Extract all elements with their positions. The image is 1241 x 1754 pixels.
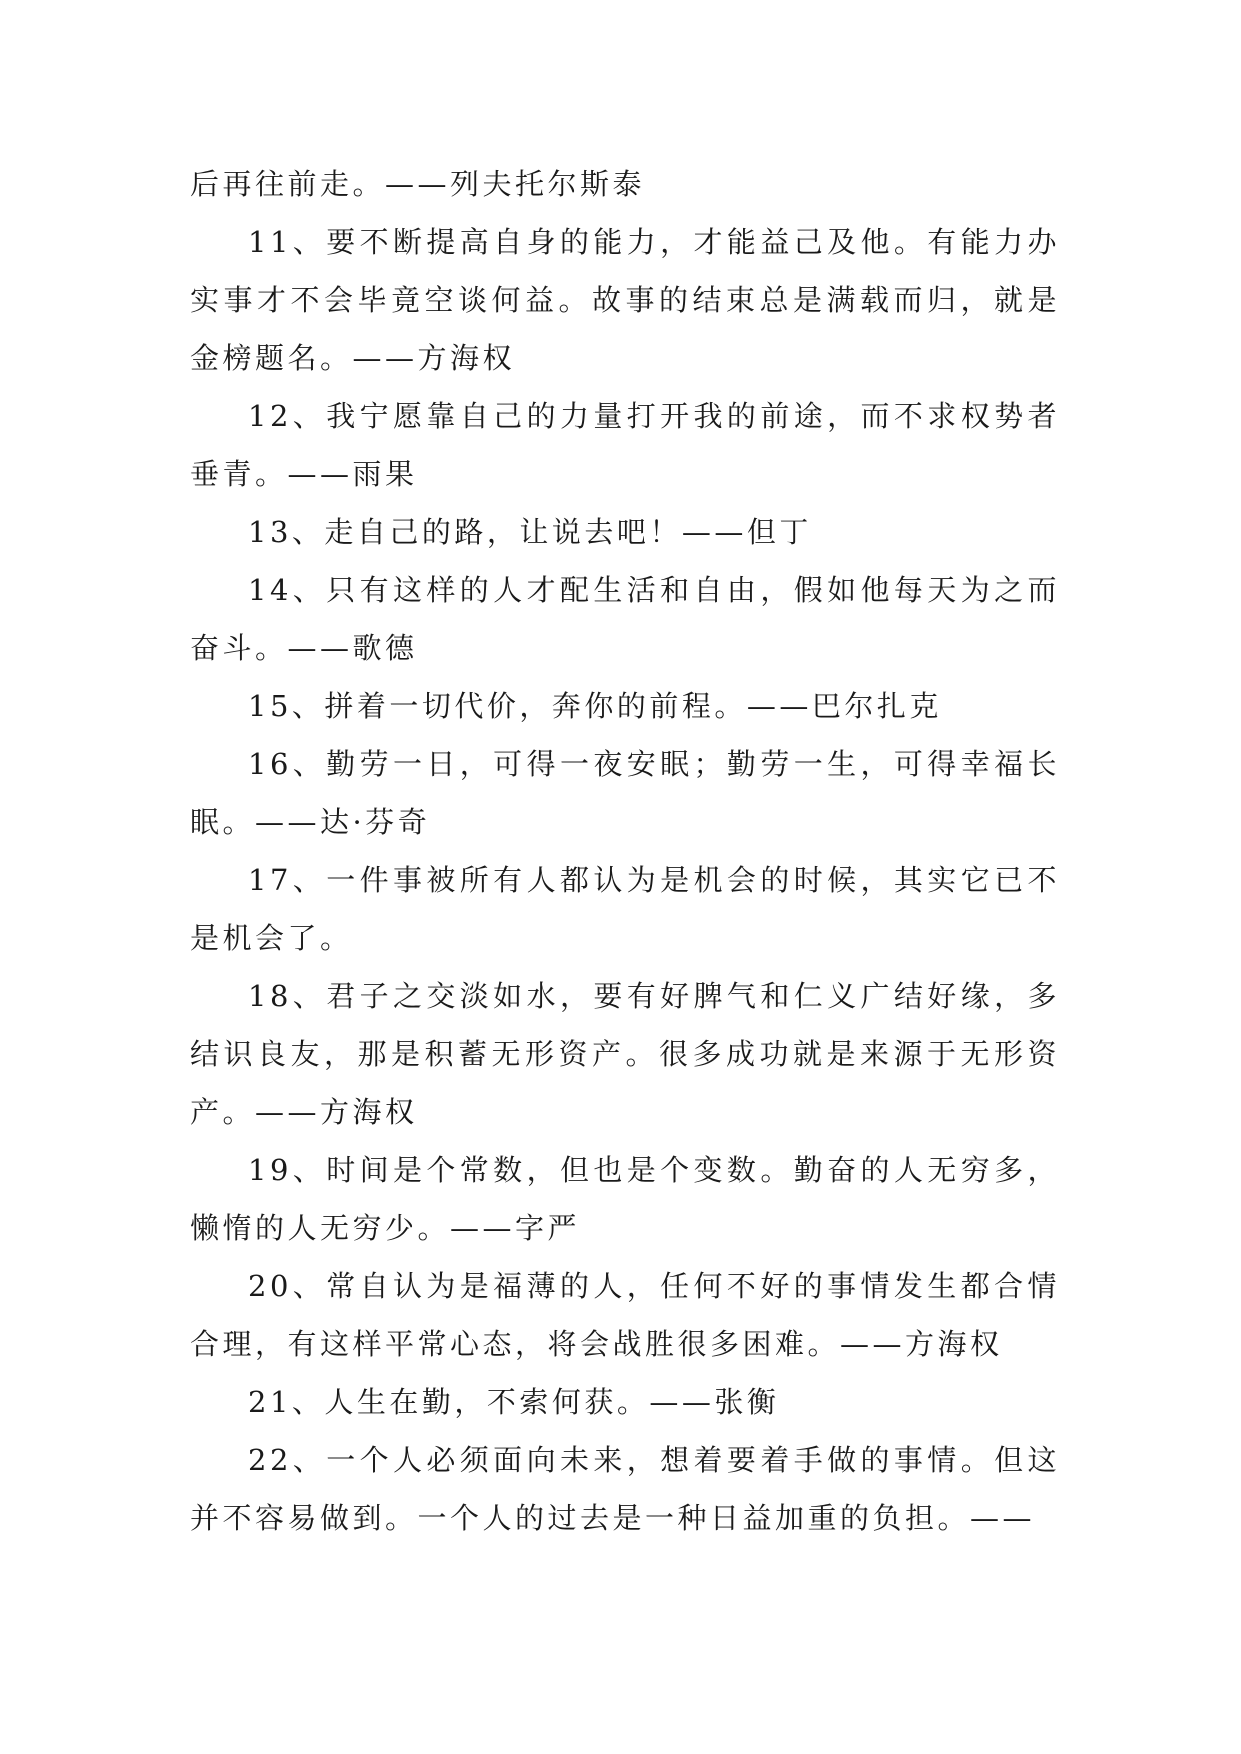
quote-15: 15、拼着一切代价，奔你的前程。——巴尔扎克	[248, 689, 942, 723]
quote-22: 22、一个人必须面向未来，想着要着手做的事情。但这并不容易做到。一个人的过去是一种日益加重的负担。——	[190, 1443, 1060, 1535]
quote-21: 21、人生在勤，不索何获。——张衡	[248, 1385, 780, 1419]
quote-19: 19、时间是个常数，但也是个变数。勤奋的人无穷多，懒惰的人无穷少。——字严	[190, 1153, 1060, 1245]
quote-14: 14、只有这样的人才配生活和自由，假如他每天为之而奋斗。——歌德	[190, 573, 1060, 665]
quote-11: 11、要不断提高自身的能力，才能益己及他。有能力办实事才不会毕竟空谈何益。故事的结束总是满载而归，就是金榜题名。——方海权	[190, 225, 1060, 375]
document-body	[190, 155, 1060, 1547]
quote-13: 13、走自己的路，让说去吧！——但丁	[248, 515, 812, 549]
quote-18: 18、君子之交淡如水，要有好脾气和仁义广结好缘，多结识良友，那是积蓄无形资产。很多成功就是来源于无形资产。——方海权	[190, 979, 1060, 1129]
quote-17: 17、一件事被所有人都认为是机会的时候，其实它已不是机会了。	[190, 863, 1060, 955]
quote-20: 20、常自认为是福薄的人，任何不好的事情发生都合情合理，有这样平常心态，将会战胜很多困难。——方海权	[190, 1269, 1060, 1361]
paragraph-continuation: 后再往前走。——列夫托尔斯泰	[190, 167, 646, 201]
quote-12: 12、我宁愿靠自己的力量打开我的前途，而不求权势者垂青。——雨果	[190, 399, 1060, 491]
quote-16: 16、勤劳一日，可得一夜安眠；勤劳一生，可得幸福长眠。——达·芬奇	[190, 747, 1060, 839]
